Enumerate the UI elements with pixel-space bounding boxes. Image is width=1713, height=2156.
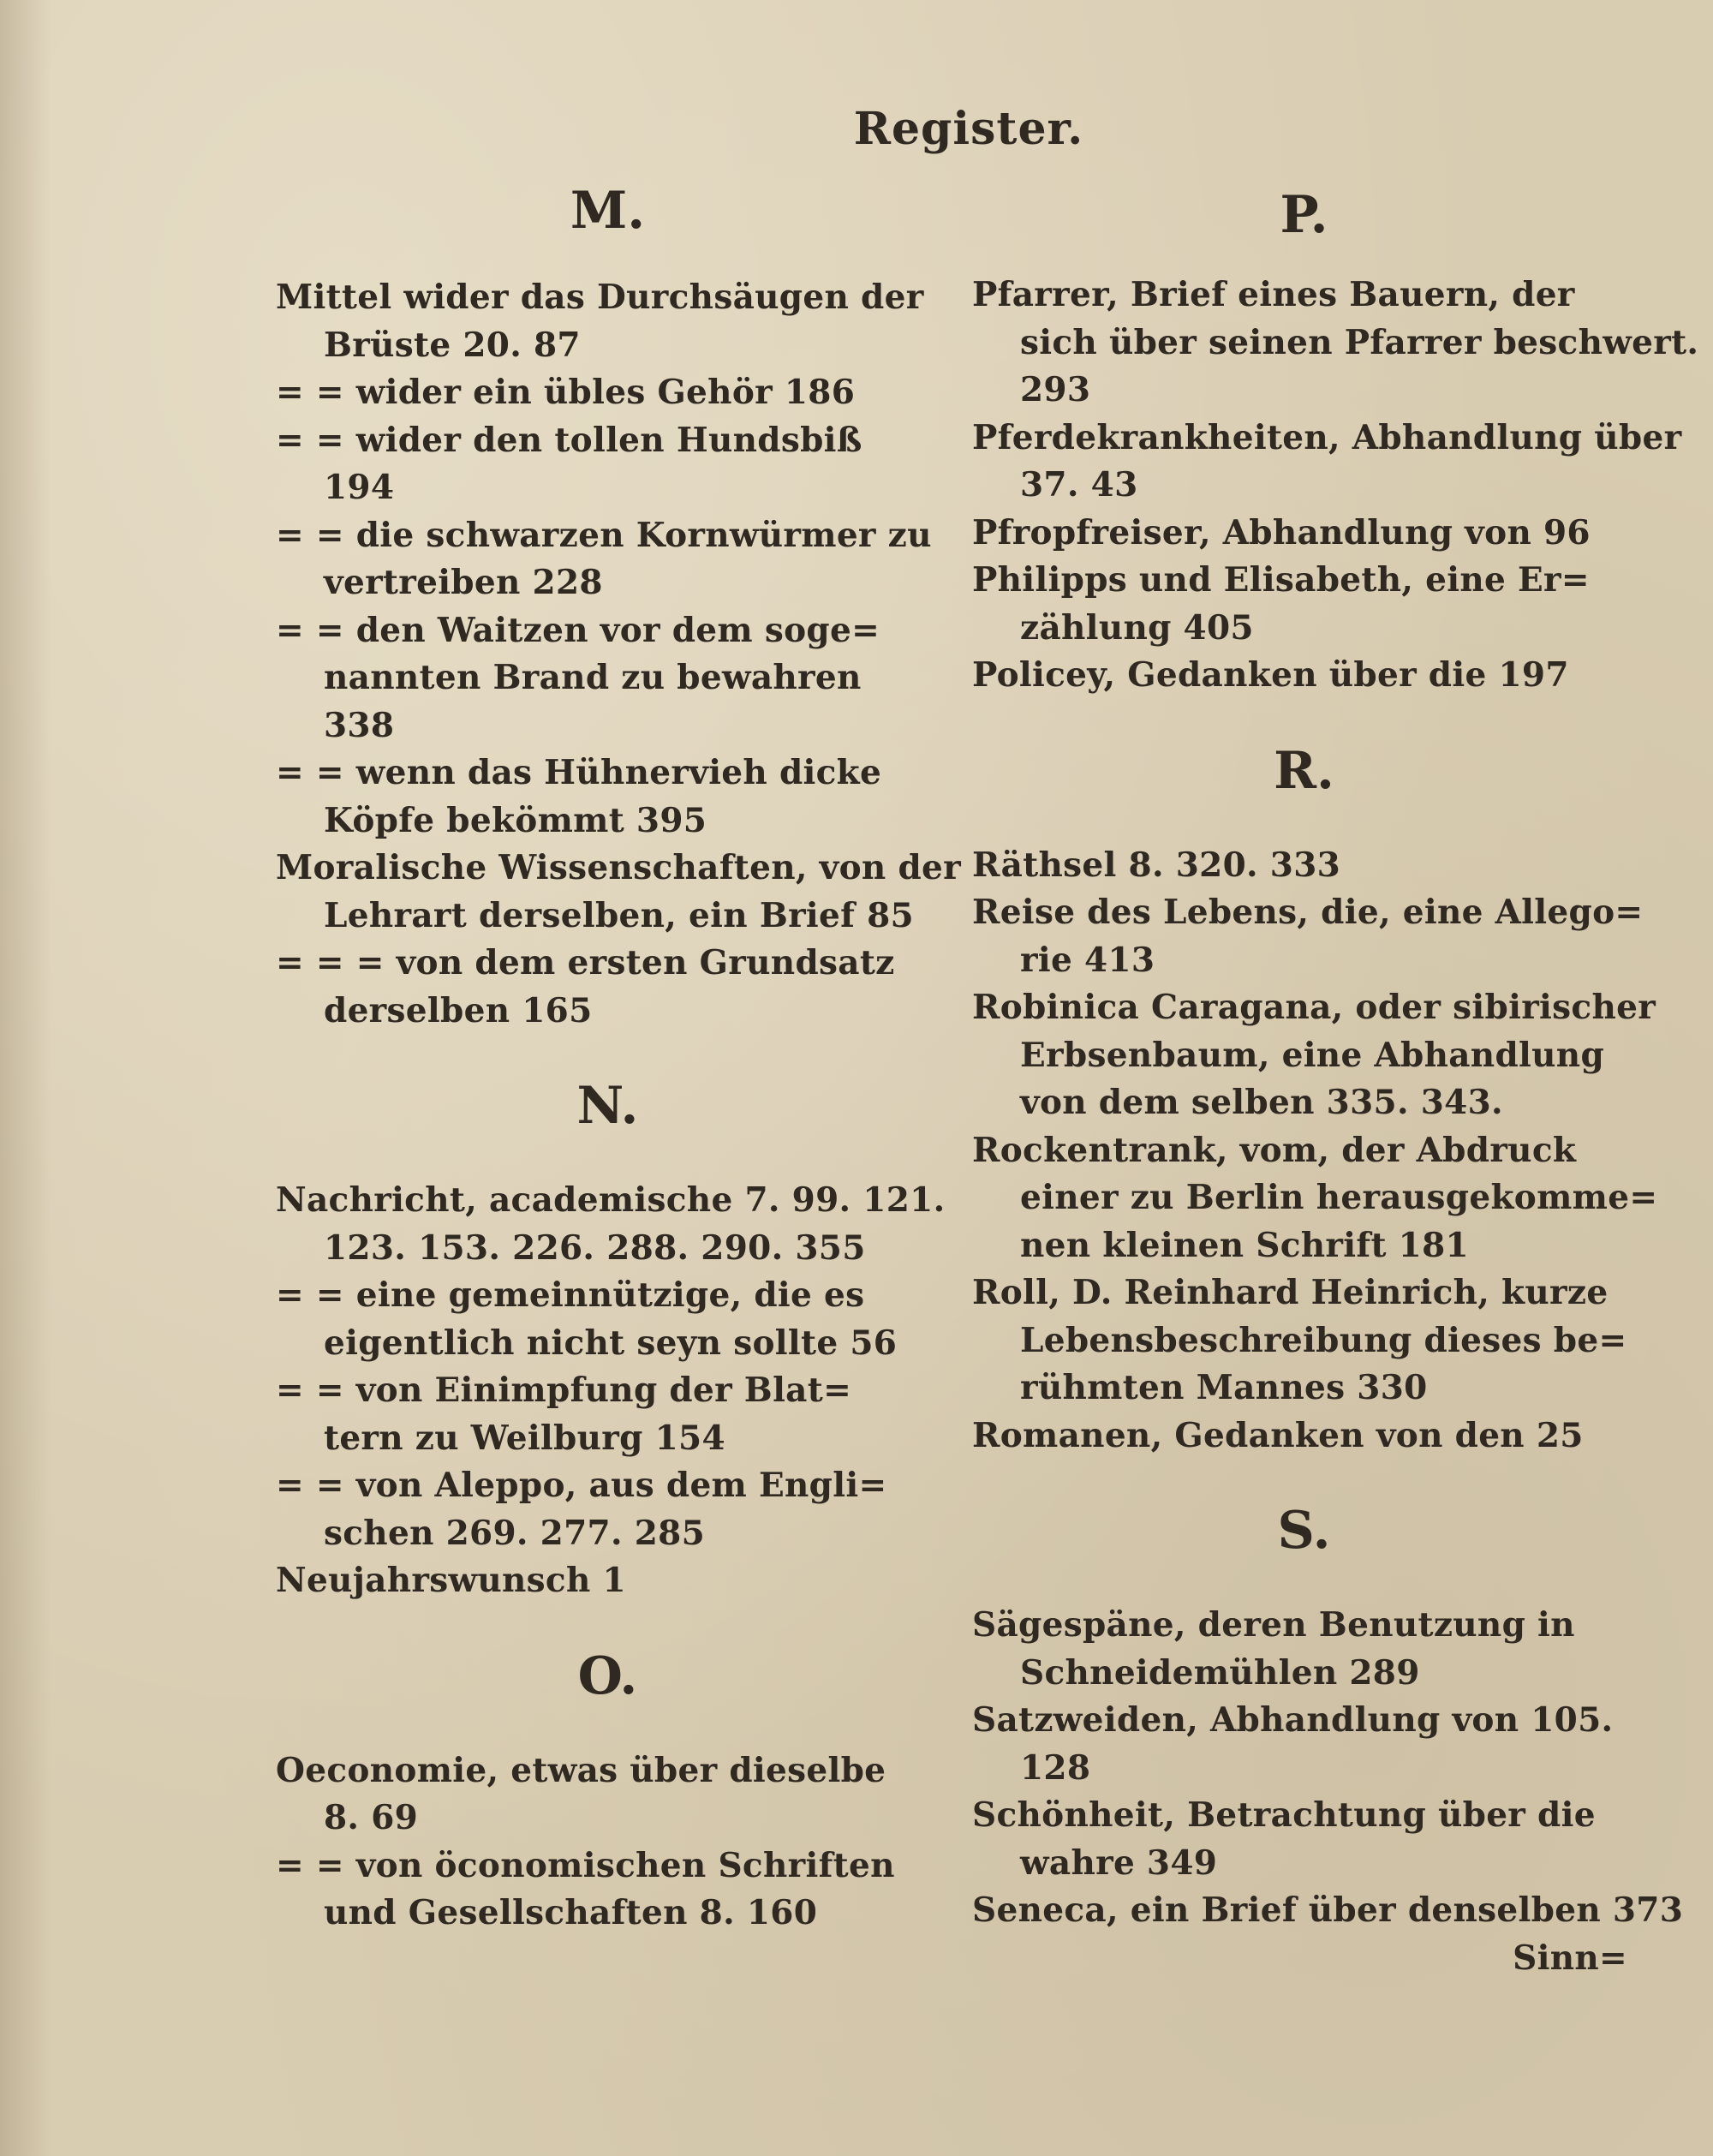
index-subentry — [276, 1462, 940, 1557]
entry-line: Erbsenbaum, eine Abhandlung — [1020, 1035, 1605, 1075]
entry-line: 123. 153. 226. 288. 290. 355 — [324, 1227, 866, 1268]
index-entry — [972, 272, 1699, 415]
entry-line: Pferdekrankheiten, Abhandlung über — [972, 417, 1682, 457]
entry-line: schen 269. 277. 285 — [324, 1513, 706, 1553]
entry-line: tern zu Weilburg 154 — [324, 1418, 725, 1458]
entry-line: Oeconomie, etwas über dieselbe — [276, 1750, 886, 1790]
entry-line: Philipps und Elisabeth, eine Er= — [972, 560, 1590, 600]
entry-line: vertreiben 228 — [324, 563, 603, 602]
index-entry — [972, 842, 1636, 890]
entry-line: Roll, D. Reinhard Heinrich, kurze — [972, 1273, 1609, 1312]
page-title: Register. — [853, 103, 1084, 155]
entry-line: Lehrart derselben, ein Brief 85 — [324, 895, 914, 935]
index-subentry — [276, 940, 940, 1035]
entry-line: = = eine gemeinnützige, die es — [276, 1275, 865, 1315]
index-entry — [972, 984, 1656, 1127]
entry-line: = = wenn das Hühnervieh dicke — [276, 753, 882, 792]
section-heading: O. — [577, 1645, 638, 1706]
index-subentry — [276, 369, 940, 417]
entry-line: nannten Brand zu bewahren — [324, 658, 862, 697]
entry-line: = = wider ein übles Gehör 186 — [276, 373, 856, 412]
entry-line: 8. 69 — [324, 1798, 419, 1837]
index-entry — [972, 415, 1682, 510]
index-entry — [972, 652, 1636, 700]
index-entry — [276, 1557, 940, 1605]
entry-line: eigentlich nicht seyn sollte 56 — [324, 1323, 898, 1363]
entry-line: = = von Einimpfung der Blat= — [276, 1371, 852, 1410]
entry-line: = = = von dem ersten Grundsatz — [276, 943, 895, 982]
entry-line: Schneidemühlen 289 — [1020, 1652, 1420, 1693]
index-entry — [972, 1269, 1636, 1412]
index-entry — [972, 510, 1636, 558]
index-subentry — [276, 1367, 940, 1462]
entry-line: Schönheit, Betrachtung über die — [972, 1795, 1596, 1835]
index-entry — [972, 1602, 1636, 1697]
entry-line: Pfropfreiser, Abhandlung von 96 — [972, 512, 1591, 552]
index-subentry — [276, 1842, 940, 1938]
section-heading: M. — [570, 181, 646, 241]
index-entry — [972, 1887, 1684, 1935]
entry-line: = = die schwarzen Kornwürmer zu — [276, 515, 932, 555]
index-entry — [276, 274, 940, 369]
entry-line: 338 — [324, 705, 395, 745]
entry-line: nen kleinen Schrift 181 — [1020, 1225, 1469, 1265]
index-entry — [972, 1697, 1636, 1792]
entry-line: Räthsel 8. 320. 333 — [972, 845, 1341, 885]
page-edge-shadow — [0, 0, 51, 2156]
left-column — [276, 142, 961, 1938]
entry-line: 37. 43 — [1020, 465, 1138, 505]
section-heading: S. — [1277, 1501, 1331, 1561]
index-entry — [972, 1792, 1636, 1887]
entry-line: 194 — [324, 468, 395, 507]
entry-line: Rockentrank, vom, der Abdruck — [972, 1130, 1577, 1170]
section-heading: P. — [1280, 185, 1328, 245]
entry-line: Reise des Lebens, die, eine Allego= — [972, 893, 1644, 932]
entry-line: wahre 349 — [1020, 1842, 1218, 1883]
entry-line: derselben 165 — [324, 990, 593, 1030]
index-subentry — [276, 607, 940, 750]
index-subentry — [276, 750, 940, 845]
entry-line: Policey, Gedanken über die 197 — [972, 655, 1569, 695]
index-subentry — [276, 1272, 940, 1367]
entry-line: = = wider den tollen Hundsbiß — [276, 420, 862, 460]
index-entry — [276, 1747, 940, 1842]
index-entry — [276, 845, 961, 940]
catchword: Sinn= — [1513, 1938, 1627, 1978]
entry-line: Robinica Caragana, oder sibirischer — [972, 988, 1656, 1027]
entry-line: und Gesellschaften 8. 160 — [324, 1893, 818, 1932]
index-entry — [972, 557, 1636, 652]
entry-line: rie 413 — [1020, 940, 1155, 980]
entry-line: 128 — [1020, 1747, 1091, 1788]
index-entry — [972, 1412, 1636, 1460]
entry-line: Satzweiden, Abhandlung von 105. — [972, 1700, 1614, 1740]
entry-line: = = von öconomischen Schriften — [276, 1845, 895, 1885]
entry-line: einer zu Berlin herausgekomme= — [1020, 1178, 1658, 1217]
entry-line: Lebensbeschreibung dieses be= — [1020, 1320, 1627, 1360]
entry-line: zählung 405 — [1020, 607, 1254, 648]
index-subentry — [276, 417, 940, 512]
section-heading: R. — [1274, 740, 1334, 801]
entry-line: sich über seinen Pfarrer beschwert. — [1020, 322, 1699, 362]
entry-line: Köpfe bekömmt 395 — [324, 800, 707, 840]
entry-line: von dem selben 335. 343. — [1020, 1083, 1503, 1122]
index-subentry — [276, 512, 940, 607]
entry-line: = = den Waitzen vor dem soge= — [276, 610, 880, 650]
right-column — [972, 146, 1699, 1982]
entry-line: 293 — [1020, 370, 1091, 409]
entry-line: Neujahrswunsch 1 — [276, 1561, 626, 1600]
index-entry — [972, 1127, 1658, 1270]
entry-line: Brüste 20. 87 — [324, 325, 581, 365]
entry-line: rühmten Mannes 330 — [1020, 1368, 1428, 1407]
entry-line: Romanen, Gedanken von den 25 — [972, 1415, 1584, 1455]
entry-line: Mittel wider das Durchsäugen der — [276, 278, 924, 317]
index-entry — [972, 889, 1644, 984]
entry-line: Nachricht, academische 7. 99. 121. — [276, 1180, 946, 1220]
entry-line: Sägespäne, deren Benutzung in — [972, 1605, 1575, 1645]
entry-line: = = von Aleppo, aus dem Engli= — [276, 1466, 887, 1505]
entry-line: Pfarrer, Brief eines Bauern, der — [972, 275, 1575, 314]
entry-line: Moralische Wissenschaften, von der — [276, 848, 961, 887]
entry-line: Seneca, ein Brief über denselben 373 — [972, 1890, 1684, 1930]
index-entry — [276, 1177, 946, 1272]
section-heading: N. — [576, 1076, 639, 1136]
